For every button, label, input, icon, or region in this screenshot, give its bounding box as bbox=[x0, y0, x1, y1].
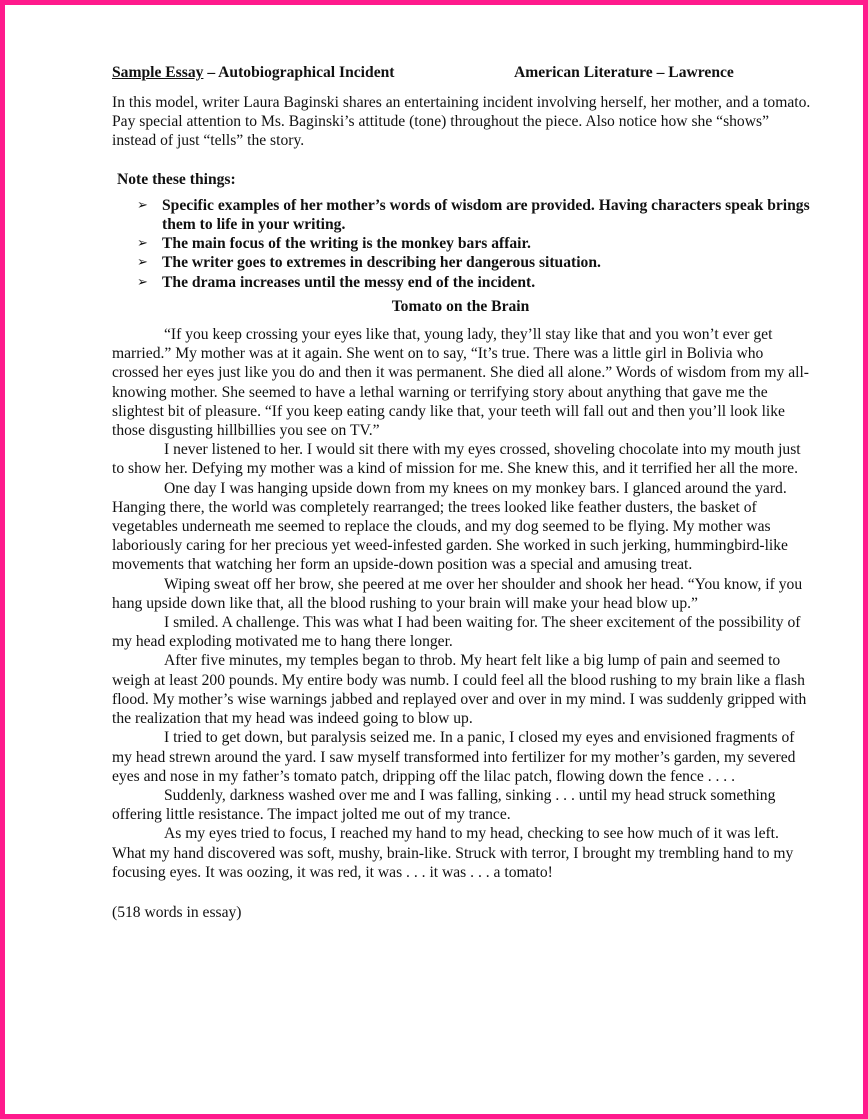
essay-paragraph: I never listened to her. I would sit there with my eyes crossed, shoveling chocolate into my mouth just to show her. Defying my mother was a kind of mission for me. She knew this, and it terrified her all the more. bbox=[112, 441, 801, 478]
notes-item-text: The drama increases until the messy end of the incident. bbox=[162, 273, 536, 291]
essay-paragraph: Suddenly, darkness washed over me and I was falling, sinking . . . until my head struck something offering little resistance. The impact jolted me out of my trance. bbox=[112, 786, 776, 824]
notes-item-text: The main focus of the writing is the monkey bars affair. bbox=[162, 235, 531, 253]
essay-paragraph: As my eyes tried to focus, I reached my hand to my head, checking to see how much of it was left. What my hand discovered was soft, mushy, brain-like. Struck with terror, I brought my trembling hand to my focusing eyes. It was oozing, it was red, it was . . . it was . . . a tomato! bbox=[112, 825, 794, 881]
notes-item bbox=[137, 234, 813, 253]
arrow-bullet-icon: ➢ bbox=[137, 236, 148, 252]
essay-paragraph: I tried to get down, but paralysis seized me. In a panic, I closed my eyes and envisioned fragments of my head strewn around the yard. I saw myself transformed into fertilizer for my mother’s garden, my severed eyes and nose in my father’s tomato patch, dripping off the lilac patch, flowing down the fence . . . . bbox=[112, 729, 796, 785]
notes-list bbox=[108, 196, 813, 292]
arrow-bullet-icon: ➢ bbox=[137, 274, 148, 290]
notes-item-text: Specific examples of her mother’s words of wisdom are provided. Having characters speak brings them to life in your writing. bbox=[162, 196, 810, 234]
notes-heading: Note these things: bbox=[117, 170, 236, 188]
intro-paragraph: In this model, writer Laura Baginski shares an entertaining incident involving herself, her mother, and a tomato. Pay special attention to Ms. Baginski’s attitude (tone) throughout the piece. Also notice how she “shows” instead of just “tells” the story. bbox=[112, 94, 811, 150]
notes-item bbox=[137, 273, 813, 292]
essay-paragraph: After five minutes, my temples began to throb. My heart felt like a big lump of pain and seemed to weigh at least 200 pounds. My entire body was numb. I could feel all the blood rushing to my brain like a flash flood. My mother’s wise warnings jabbed and replayed over and over in my mind. I was suddenly gripped with the realization that my head was indeed going to blow up. bbox=[112, 652, 807, 728]
document-title-rest: – Autobiographical Incident bbox=[203, 64, 395, 81]
essay-paragraph: “If you keep crossing your eyes like that, young lady, they’ll stay like that and you won’t ever get married.” My mother was at it again. She went on to say, “It’s true. There was a little girl in Bolivia who crossed her eyes just like you do and then it was permanent. She died all alone.” Words of wisdom from my all-knowing mother. She seemed to have a lethal warning or terrifying story about anything that gave me the slightest bit of pleasure. “If you keep eating candy like that, your teeth will fall out and then you’ll look like those disgusting hillbillies you see on TV.” bbox=[112, 326, 809, 440]
essay-title: Tomato on the Brain bbox=[391, 297, 530, 315]
notes-item bbox=[137, 253, 813, 272]
notes-item-text: The writer goes to extremes in describing her dangerous situation. bbox=[162, 254, 601, 272]
document-content bbox=[108, 61, 813, 922]
essay-paragraph: One day I was hanging upside down from my knees on my monkey bars. I glanced around the yard. Hanging there, the world was completely rearranged; the trees looked like feather dusters, the basket of vegetables underneath me seemed to replace the clouds, and my dog seemed to be flying. My mother was laboriously caring for her precious yet weed-infested garden. She worked in such jerking, hummingbird-like movements that watching her form an upside-down position was a special and amusing treat. bbox=[112, 479, 788, 574]
essay-body bbox=[108, 325, 813, 882]
document-title-underlined: Sample Essay bbox=[112, 64, 204, 81]
document-title bbox=[112, 63, 394, 82]
arrow-bullet-icon: ➢ bbox=[137, 197, 148, 213]
word-count: (518 words in essay) bbox=[112, 903, 242, 921]
essay-paragraph: I smiled. A challenge. This was what I had been waiting for. The sheer excitement of the possibility of my head exploding motivated me to hang there longer. bbox=[112, 614, 801, 651]
course-name: American Literature – Lawrence bbox=[514, 64, 734, 81]
document-header bbox=[108, 61, 813, 81]
essay-paragraph: Wiping sweat off her brow, she peered at me over her shoulder and shook her head. “You know, if you hang upside down like that, all the blood rushing to your brain will make your head blow up.” bbox=[112, 575, 803, 612]
arrow-bullet-icon: ➢ bbox=[137, 255, 148, 271]
notes-item bbox=[137, 196, 813, 234]
